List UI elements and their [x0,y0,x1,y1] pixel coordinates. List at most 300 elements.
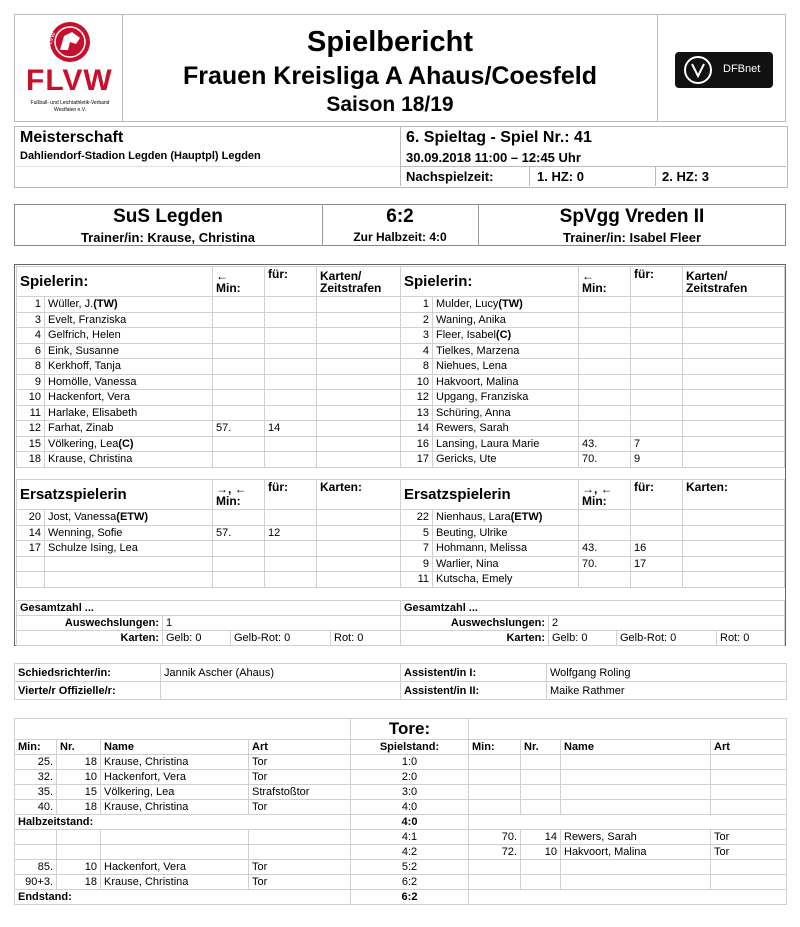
player-cards [683,421,785,437]
goal-away-nr: 14 [521,830,561,845]
player-row [401,359,785,375]
swap-arrows-icon: →, ← [216,481,247,496]
player-name [45,297,213,313]
player-row [401,390,785,406]
goal-away-min [469,785,521,800]
player-cards [683,556,785,572]
for-column-header: für: [265,267,317,297]
info-divider [400,126,401,186]
sub-for [631,297,683,313]
goal-home-scorer: Hackenfort, Vera [101,770,249,785]
sub-for [265,328,317,344]
player-cards [317,328,401,344]
goal-home-type: Tor [249,860,351,875]
goal-home-min: 25. [15,755,57,770]
player-name [433,436,579,452]
assistant1-label: Assistent/in I: [401,664,547,682]
sub-for [265,374,317,390]
info-divider-h2 [400,166,786,167]
extra-time-label: Nachspielzeit: [406,169,494,184]
sub-minute [213,572,265,588]
player-name-text: Schulze Ising, Lea [48,542,138,555]
competition: Meisterschaft [20,129,124,146]
goal-away-min [469,860,521,875]
sub-minute [213,541,265,557]
player-name [433,541,579,557]
logo-text: FLVW [26,64,113,97]
info-divider-v3 [655,166,656,186]
subs-count-label: Auswechslungen: [17,616,163,631]
player-row [401,436,785,452]
goal-row [15,800,787,815]
minute-column-header [579,267,631,297]
player-number: 16 [401,436,433,452]
goal-home-nr: 18 [57,875,101,890]
goal-home-type [249,845,351,860]
sub-cards-header: Karten: [317,480,401,510]
home-subs-count: 1 [163,616,401,631]
player-cards [683,297,785,313]
player-cards [317,510,401,526]
info-divider-h [14,166,400,167]
col-score: Spielstand: [351,740,469,755]
player-cards [317,405,401,421]
player-number: 14 [17,525,45,541]
league-title: Frauen Kreisliga A Ahaus/Coesfeld [183,62,597,90]
player-name [433,312,579,328]
col-type: Art [249,740,351,755]
player-name [433,328,579,344]
player-number: 11 [401,572,433,588]
player-row [17,525,401,541]
player-name-text: Hohmann, Melissa [436,542,528,555]
player-number: 12 [401,390,433,406]
home-lineup-header [17,267,401,297]
extra-time-half1: 1. HZ: 0 [537,169,584,184]
goal-row [15,785,787,800]
totals-label: Gesamtzahl ... [401,601,785,616]
goal-away-min [469,800,521,815]
goal-away-nr [521,755,561,770]
sub-minute: 70. [579,452,631,468]
goal-away-min: 70. [469,830,521,845]
goal-score: 2:0 [351,770,469,785]
halftime-result: Zur Halbzeit: 4:0 [353,230,447,244]
away-lineup-table [400,266,785,468]
goal-away-type [711,755,787,770]
goal-away-type [711,860,787,875]
sub-minute [579,421,631,437]
player-row [401,452,785,468]
sub-minute: 70. [579,556,631,572]
for-column-header: für: [631,267,683,297]
goal-home-nr: 10 [57,860,101,875]
svg-text:FLVW: FLVW [46,31,58,49]
player-number: 5 [401,525,433,541]
min-label: Min: [216,280,241,295]
goal-home-scorer [101,845,249,860]
away-red-count: Rot: 0 [717,631,785,646]
sub-minute: 43. [579,436,631,452]
sub-for [631,312,683,328]
logo-subtext: Fußball- und Leichtathletik-Verband Westfalen e.V. [30,100,110,113]
player-role-tag: (TW) [498,298,523,311]
player-cards [317,572,401,588]
player-name-text: Tielkes, Marzena [436,344,520,357]
player-name [45,572,213,588]
arrow-left-icon: ← [582,268,595,283]
player-number: 11 [17,405,45,421]
sub-for: 16 [631,541,683,557]
sub-for [631,374,683,390]
goal-score: 6:2 [351,875,469,890]
player-name-text: Upgang, Franziska [436,391,529,404]
sub-for [265,390,317,406]
player-name [45,390,213,406]
sub-for [265,556,317,572]
goal-away-scorer [561,770,711,785]
player-name [45,510,213,526]
final-row [15,890,787,905]
away-subs-table [400,479,785,588]
sub-for [631,390,683,406]
goal-home-min: 85. [15,860,57,875]
player-name [433,421,579,437]
player-cards [317,541,401,557]
goal-away-min [469,755,521,770]
player-name-text: Wenning, Sofie [48,526,123,539]
player-row [17,390,401,406]
away-subs-count: 2 [549,616,785,631]
assistant2-name: Maike Rathmer [547,682,787,700]
player-number: 4 [17,328,45,344]
goal-home-scorer: Krause, Christina [101,800,249,815]
sub-for [631,525,683,541]
goal-home-type: Tor [249,770,351,785]
sub-for [265,452,317,468]
player-name [45,541,213,557]
goal-score: 4:0 [351,800,469,815]
sub-minute-header: →, ← Min: [579,480,631,510]
player-name-text: Harlake, Elisabeth [48,406,138,419]
player-cards [317,359,401,375]
sub-for [631,510,683,526]
player-number: 2 [401,312,433,328]
sub-minute [579,390,631,406]
goal-home-nr: 18 [57,755,101,770]
sub-for [631,359,683,375]
away-yellow-count: Gelb: 0 [549,631,617,646]
player-number: 6 [17,343,45,359]
goal-home-type: Strafstoßtor [249,785,351,800]
away-subs-header [401,480,785,510]
player-name [433,390,579,406]
player-cards [317,390,401,406]
goal-away-type [711,770,787,785]
player-name-text: Eink, Susanne [48,344,119,357]
page-title: Spielbericht [307,26,473,58]
sub-minute [213,452,265,468]
player-row [401,374,785,390]
player-cards [683,390,785,406]
player-number: 12 [17,421,45,437]
player-name-text: Wüller, J. [48,298,94,311]
sub-cards-header: Karten: [683,480,785,510]
goal-row [15,875,787,890]
goal-away-min: 72. [469,845,521,860]
player-cards [317,556,401,572]
home-totals-table [16,600,401,646]
home-subs-table [16,479,401,588]
player-name [45,405,213,421]
goal-row [15,830,787,845]
away-totals-table [400,600,785,646]
player-name [45,359,213,375]
player-row [17,452,401,468]
goal-home-nr [57,830,101,845]
player-name-text: Lansing, Laura Marie [436,437,540,450]
player-name-text: Hakvoort, Malina [436,375,519,388]
player-number: 7 [401,541,433,557]
extra-time-half2: 2. HZ: 3 [662,169,709,184]
player-name-text: Homölle, Vanessa [48,375,137,388]
sub-for [631,405,683,421]
player-row [401,297,785,313]
sub-minute [213,374,265,390]
player-cards [683,328,785,344]
sub-for [265,436,317,452]
goal-home-scorer: Hackenfort, Vera [101,860,249,875]
cards-column-header: Karten/ Zeitstrafen [683,267,785,297]
matchday: 6. Spieltag - Spiel Nr.: 41 [406,129,592,146]
final-result: 6:2 [386,206,414,227]
player-name-text: Gelfrich, Helen [48,329,121,342]
flvw-logo [22,20,122,120]
player-name-text: Gericks, Ute [436,453,497,466]
player-number: 22 [401,510,433,526]
sub-for: 12 [265,525,317,541]
header-divider-right [657,14,658,122]
player-cards [683,312,785,328]
player-cards [317,343,401,359]
goal-score: 5:2 [351,860,469,875]
goal-home-min: 32. [15,770,57,785]
goals-header-row [15,740,787,755]
away-coach: Trainer/in: Isabel Fleer [563,230,701,245]
player-name-text: Kerkhoff, Tanja [48,360,121,373]
player-row [401,525,785,541]
sub-for: 17 [631,556,683,572]
sub-minute [579,312,631,328]
player-number: 17 [401,452,433,468]
sub-for [265,510,317,526]
player-cards [317,374,401,390]
cards-count-label: Karten: [17,631,163,646]
player-cards [683,405,785,421]
player-column-header: Spielerin: [17,267,213,297]
player-row [17,405,401,421]
player-cards [317,452,401,468]
fourth-official-label: Vierte/r Offizielle/r: [15,682,161,700]
kickoff-datetime: 30.09.2018 11:00 – 12:45 Uhr [406,150,581,165]
player-cards [683,374,785,390]
player-name-text: Völkering, Lea [48,437,119,450]
sub-for [265,312,317,328]
player-role-tag: (C) [495,329,512,342]
goal-home-nr: 18 [57,800,101,815]
player-cards [683,452,785,468]
sub-for: 9 [631,452,683,468]
sub-for: 14 [265,421,317,437]
player-row [17,572,401,588]
player-name [45,328,213,344]
goal-score: 1:0 [351,755,469,770]
dfbnet-logo [675,52,773,88]
player-name-text: Krause, Christina [48,453,133,466]
player-name [433,297,579,313]
player-name [45,421,213,437]
player-row [17,328,401,344]
player-row [401,328,785,344]
goal-home-nr [57,845,101,860]
player-name [433,510,579,526]
sub-for [265,405,317,421]
halftime-score: 4:0 [351,815,469,830]
player-row [17,312,401,328]
goal-away-scorer: Hakvoort, Malina [561,845,711,860]
player-row [17,556,401,572]
final-score: 6:2 [351,890,469,905]
away-lineup-header [401,267,785,297]
sub-minute [579,510,631,526]
player-number: 15 [17,436,45,452]
halftime-row [15,815,787,830]
goal-home-type [249,830,351,845]
player-name-text: Rewers, Sarah [436,422,509,435]
col-type: Art [711,740,787,755]
col-min: Min: [469,740,521,755]
sub-minute [213,328,265,344]
goal-away-scorer [561,875,711,890]
player-cards [317,421,401,437]
sub-minute [213,436,265,452]
player-cards [683,436,785,452]
player-cards [683,343,785,359]
goals-spacer-right [469,719,787,740]
player-name-text: Mulder, Lucy [436,298,499,311]
goal-away-min [469,875,521,890]
player-number: 14 [401,421,433,437]
goal-away-scorer [561,860,711,875]
cards-column-header: Karten/ Zeitstrafen [317,267,401,297]
player-number: 4 [401,343,433,359]
player-row [17,343,401,359]
home-lineup-table [16,266,401,468]
swap-arrows-icon: →, ← [582,481,613,496]
player-number: 18 [17,452,45,468]
player-row [401,556,785,572]
goal-home-min: 40. [15,800,57,815]
player-number: 8 [17,359,45,375]
player-name [45,452,213,468]
goal-away-nr [521,860,561,875]
goal-away-nr [521,770,561,785]
sub-minute [579,343,631,359]
sub-minute [579,328,631,344]
sub-for [631,328,683,344]
player-name [45,343,213,359]
goal-home-type: Tor [249,755,351,770]
player-number: 13 [401,405,433,421]
goal-away-nr [521,785,561,800]
home-coach: Trainer/in: Krause, Christina [80,230,256,245]
goals-title: Tore: [351,719,469,740]
goal-away-type: Tor [711,830,787,845]
goal-away-nr: 10 [521,845,561,860]
goal-home-scorer: Völkering, Lea [101,785,249,800]
player-cards [317,297,401,313]
player-number: 1 [17,297,45,313]
player-column-header: Spielerin: [401,267,579,297]
sub-for [265,541,317,557]
goals-table [14,718,787,905]
sub-for [631,343,683,359]
sub-minute [213,556,265,572]
home-yellowred-count: Gelb-Rot: 0 [231,631,331,646]
goal-row [15,770,787,785]
goal-away-type [711,875,787,890]
assistant2-label: Assistent/in II: [401,682,547,700]
player-name-text: Warlier, Nina [436,557,499,570]
sub-minute: 57. [213,525,265,541]
sub-minute [579,405,631,421]
sub-minute [579,359,631,375]
player-number: 3 [17,312,45,328]
goal-away-nr [521,875,561,890]
player-name-text: Waning, Anika [436,313,506,326]
player-name [45,525,213,541]
sub-for [631,572,683,588]
goal-away-type [711,800,787,815]
player-row [401,312,785,328]
home-yellow-count: Gelb: 0 [163,631,231,646]
goal-home-scorer [101,830,249,845]
officials-table [14,663,787,700]
goals-spacer-left [15,719,351,740]
sub-for [265,359,317,375]
referee-name: Jannik Ascher (Ahaus) [161,664,401,682]
subs-count-label: Auswechslungen: [401,616,549,631]
player-cards [683,359,785,375]
goal-row [15,845,787,860]
dfbnet-label: DFBnet [723,63,761,75]
sub-minute-header: →, ← Min: [213,480,265,510]
player-name [433,359,579,375]
player-name [433,343,579,359]
player-name [433,405,579,421]
player-number [17,556,45,572]
dfb-emblem-icon [683,55,713,85]
player-name [45,556,213,572]
col-nr: Nr. [57,740,101,755]
player-row [17,541,401,557]
player-number: 1 [401,297,433,313]
goal-home-nr: 15 [57,785,101,800]
player-cards [317,525,401,541]
goal-home-type: Tor [249,800,351,815]
fourth-official-name [161,682,401,700]
player-number: 9 [17,374,45,390]
